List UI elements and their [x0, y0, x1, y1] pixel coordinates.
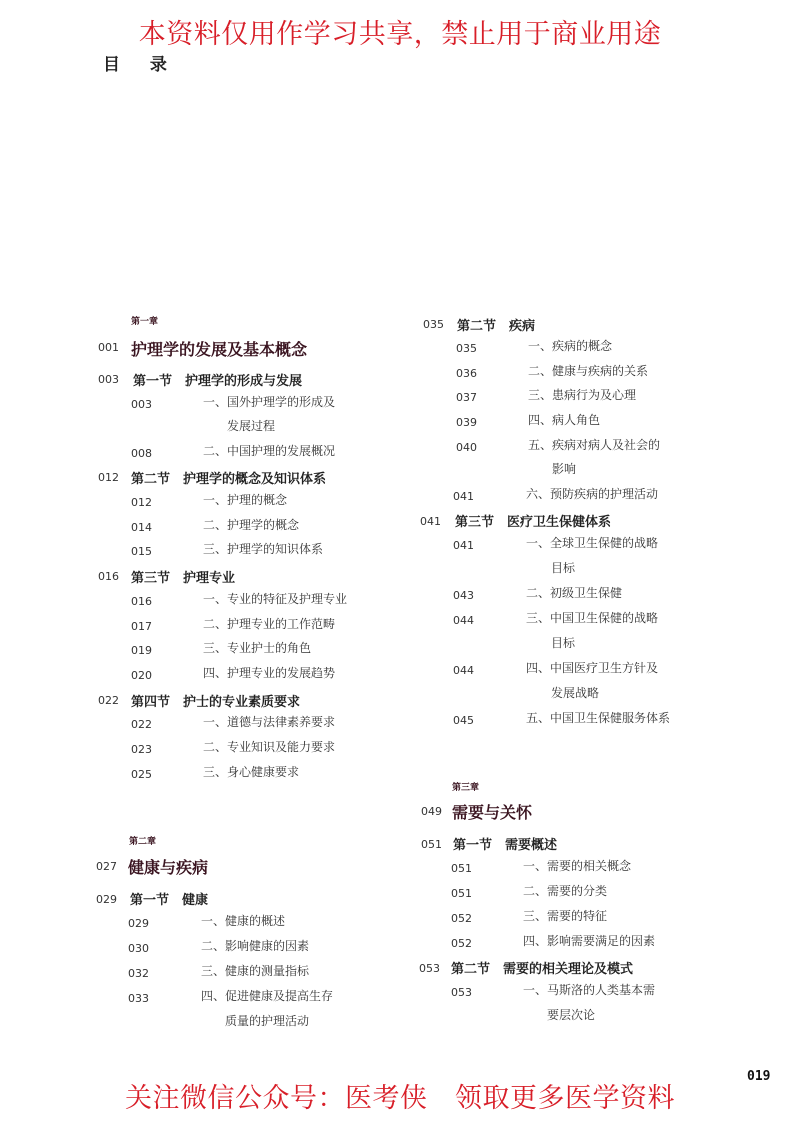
item-text[interactable]: 三、身心健康要求: [203, 765, 300, 779]
section-title[interactable]: 第三节 护理专业: [131, 571, 236, 586]
item-page: 014: [131, 521, 152, 534]
item-text-cont: 影响: [552, 462, 577, 476]
item-page: 012: [131, 496, 152, 509]
banner-bottom: 关注微信公众号：医考侠 领取更多医学资料: [125, 1083, 675, 1114]
item-text[interactable]: 二、初级卫生保健: [526, 586, 623, 600]
item-page: 041: [453, 539, 474, 552]
item-text[interactable]: 一、护理的概念: [203, 493, 288, 507]
item-page: 030: [128, 942, 149, 955]
chapter-page: 049: [421, 805, 442, 818]
item-text[interactable]: 三、需要的特征: [523, 909, 608, 923]
item-text[interactable]: 六、预防疾病的护理活动: [526, 487, 659, 501]
item-text[interactable]: 三、患病行为及心理: [528, 388, 637, 402]
item-page: 029: [128, 917, 149, 930]
item-page: 044: [453, 614, 474, 627]
item-text[interactable]: 二、护理专业的工作范畴: [203, 617, 336, 631]
item-text[interactable]: 四、病人角色: [528, 413, 601, 427]
item-page: 035: [456, 342, 477, 355]
item-page: 003: [131, 398, 152, 411]
item-text-cont: 质量的护理活动: [225, 1014, 310, 1028]
item-page: 022: [131, 718, 152, 731]
item-text-cont: 要层次论: [547, 1008, 596, 1022]
item-text[interactable]: 三、健康的测量指标: [201, 964, 310, 978]
section-page: 051: [421, 838, 442, 851]
item-text[interactable]: 一、全球卫生保健的战略: [526, 536, 659, 550]
section-title[interactable]: 第一节 健康: [130, 893, 209, 908]
item-page: 052: [451, 937, 472, 950]
item-page: 032: [128, 967, 149, 980]
item-page: 033: [128, 992, 149, 1005]
item-text[interactable]: 四、中国医疗卫生方针及: [526, 661, 659, 675]
item-page: 008: [131, 447, 152, 460]
section-page: 041: [420, 515, 441, 528]
item-text[interactable]: 一、国外护理学的形成及: [203, 395, 336, 409]
item-text[interactable]: 二、健康与疾病的关系: [528, 364, 649, 378]
item-page: 023: [131, 743, 152, 756]
item-text-cont: 发展战略: [551, 686, 600, 700]
item-text[interactable]: 四、影响需要满足的因素: [523, 934, 656, 948]
item-text[interactable]: 二、专业知识及能力要求: [203, 740, 336, 754]
item-page: 045: [453, 714, 474, 727]
item-text-cont: 目标: [551, 636, 576, 650]
banner-top: 本资料仅用作学习共享，禁止用于商业用途: [138, 19, 662, 50]
item-text[interactable]: 三、护理学的知识体系: [203, 542, 324, 556]
item-page: 019: [131, 644, 152, 657]
item-text[interactable]: 一、马斯洛的人类基本需: [523, 983, 656, 997]
item-text[interactable]: 五、中国卫生保健服务体系: [526, 711, 671, 725]
item-page: 036: [456, 367, 477, 380]
item-text[interactable]: 四、护理专业的发展趋势: [203, 666, 336, 680]
item-text[interactable]: 一、需要的相关概念: [523, 859, 632, 873]
item-page: 017: [131, 620, 152, 633]
item-page: 041: [453, 490, 474, 503]
item-text[interactable]: 四、促进健康及提高生存: [201, 989, 334, 1003]
item-text[interactable]: 三、专业护士的角色: [203, 641, 312, 655]
item-text[interactable]: 五、疾病对病人及社会的: [528, 438, 661, 452]
item-text[interactable]: 二、中国护理的发展概况: [203, 444, 336, 458]
item-text[interactable]: 二、护理学的概念: [203, 518, 300, 532]
item-text-cont: 发展过程: [227, 419, 276, 433]
item-text[interactable]: 一、道德与法律素养要求: [203, 715, 336, 729]
item-page: 020: [131, 669, 152, 682]
section-title[interactable]: 第二节 疾病: [457, 319, 536, 334]
page-number: 019: [747, 1069, 771, 1084]
item-text[interactable]: 二、影响健康的因素: [201, 939, 310, 953]
item-page: 044: [453, 664, 474, 677]
item-text[interactable]: 三、中国卫生保健的战略: [526, 611, 659, 625]
section-page: 012: [98, 471, 119, 484]
section-title[interactable]: 第四节 护士的专业素质要求: [131, 695, 301, 710]
chapter-title[interactable]: 健康与疾病: [128, 858, 209, 877]
item-text[interactable]: 一、健康的概述: [201, 914, 286, 928]
section-title[interactable]: 第二节 需要的相关理论及模式: [451, 962, 634, 977]
item-page: 043: [453, 589, 474, 602]
item-page: 016: [131, 595, 152, 608]
section-title[interactable]: 第三节 医疗卫生保健体系: [455, 515, 612, 530]
section-page: 029: [96, 893, 117, 906]
item-page: 015: [131, 545, 152, 558]
item-page: 053: [451, 986, 472, 999]
item-page: 040: [456, 441, 477, 454]
section-title[interactable]: 第二节 护理学的概念及知识体系: [131, 472, 327, 487]
chapter-title[interactable]: 需要与关怀: [452, 803, 533, 822]
section-title[interactable]: 第一节 护理学的形成与发展: [133, 374, 303, 389]
item-page: 039: [456, 416, 477, 429]
item-page: 052: [451, 912, 472, 925]
item-text-cont: 目标: [551, 561, 576, 575]
toc-title: 目 录: [103, 55, 179, 75]
section-page: 053: [419, 962, 440, 975]
chapter-label: 第三章: [452, 783, 480, 793]
item-page: 037: [456, 391, 477, 404]
section-page: 035: [423, 318, 444, 331]
item-text[interactable]: 一、专业的特征及护理专业: [203, 592, 348, 606]
item-page: 051: [451, 887, 472, 900]
section-page: 022: [98, 694, 119, 707]
chapter-label: 第一章: [131, 317, 159, 327]
chapter-page: 001: [98, 341, 119, 354]
chapter-page: 027: [96, 860, 117, 873]
section-title[interactable]: 第一节 需要概述: [453, 838, 558, 853]
item-page: 051: [451, 862, 472, 875]
chapter-title[interactable]: 护理学的发展及基本概念: [131, 340, 308, 359]
section-page: 016: [98, 570, 119, 583]
item-text[interactable]: 一、疾病的概念: [528, 339, 613, 353]
chapter-label: 第二章: [129, 837, 157, 847]
section-page: 003: [98, 373, 119, 386]
item-page: 025: [131, 768, 152, 781]
item-text[interactable]: 二、需要的分类: [523, 884, 608, 898]
